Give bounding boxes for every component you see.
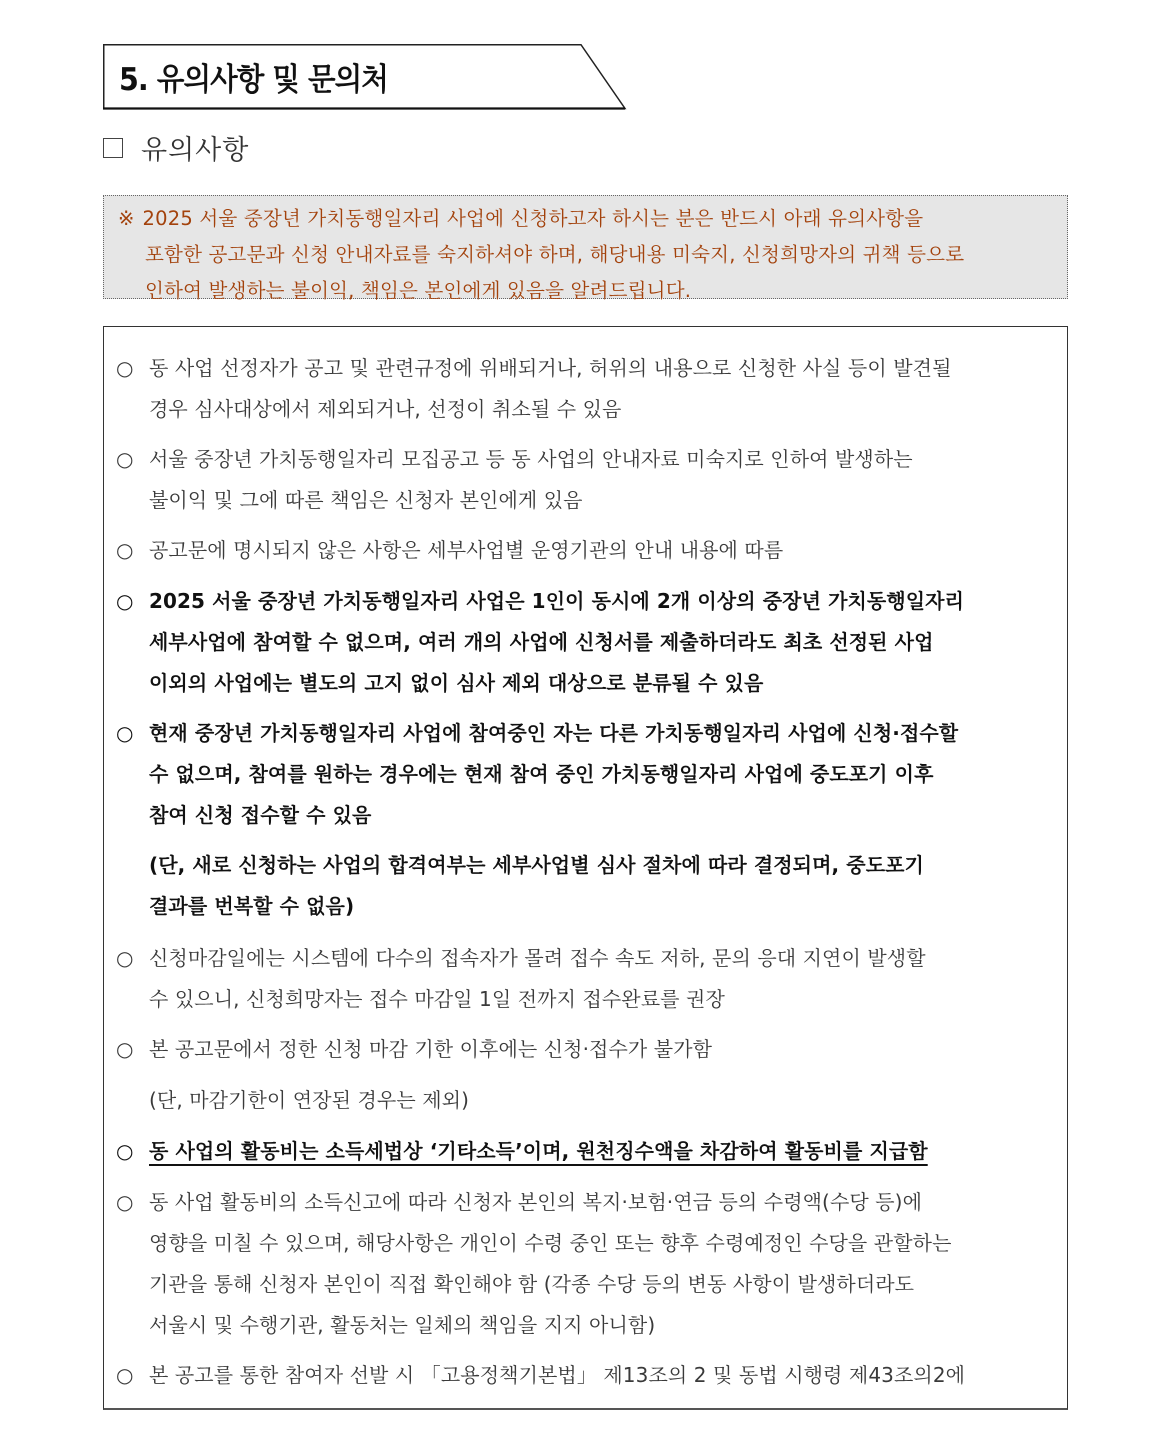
checkbox-square-icon [103,138,123,158]
notice-line [118,201,1055,237]
list-item [116,1355,1061,1396]
circle-bullet-icon: ○ [116,1139,134,1163]
item-text: 공고문에 명시되지 않은 사항은 세부사업별 운영기관의 안내 내용에 따름 [149,538,784,562]
notice-line: 인하여 발생하는 불이익, 책임은 본인에게 있음을 알려드립니다. [145,279,692,302]
item-text: 이외의 사업에는 별도의 고지 없이 심사 제외 대상으로 분류될 수 있음 [149,671,764,695]
circle-bullet-icon: ○ [116,1363,134,1387]
subsection-heading [103,128,249,167]
list-item [116,581,1061,704]
item-note: (단, 새로 신청하는 사업의 합격여부는 세부사업별 심사 절차에 따라 결정되며, 중도포기 [149,853,924,877]
reference-mark-icon: ※ [118,207,135,230]
list-item [116,530,1061,571]
circle-bullet-icon: ○ [116,447,134,471]
circle-bullet-icon: ○ [116,721,134,745]
item-text: 경우 심사대상에서 제외되거나, 선정이 취소될 수 있음 [149,397,622,421]
circle-bullet-icon: ○ [116,1190,134,1214]
item-text: 본 공고를 통한 참여자 선발 시 「고용정책기본법」 제13조의 2 및 동법 시행령 제43조의2에 [149,1363,966,1387]
list-item [116,1131,1061,1172]
item-text: 수 있으니, 신청희망자는 접수 마감일 1일 전까지 접수완료를 권장 [149,987,725,1011]
item-text: 신청마감일에는 시스템에 다수의 접속자가 몰려 접수 속도 저하, 문의 응대 지연이 발생할 [149,946,926,970]
circle-bullet-icon: ○ [116,589,134,613]
list-item [116,1029,1061,1121]
item-text: 영향을 미칠 수 있으며, 해당사항은 개인이 수령 중인 또는 향후 수령예정인 수당을 관할하는 [149,1231,952,1255]
list-item [116,938,1061,1020]
circle-bullet-icon: ○ [116,356,134,380]
item-text: 서울시 및 수행기관, 활동처는 일체의 책임을 지지 아니함) [149,1313,656,1337]
item-text: 수 없으며, 참여를 원하는 경우에는 현재 참여 중인 가치동행일자리 사업에 중도포기 이후 [149,762,934,786]
list-item [116,713,1061,927]
subsection-title: 유의사항 [141,135,250,166]
precautions-list [103,326,1068,1410]
item-text: 서울 중장년 가치동행일자리 모집공고 등 동 사업의 안내자료 미숙지로 인하여 발생하는 [149,447,913,471]
item-text-underlined: 동 사업의 활동비는 소득세법상 ‘기타소득’이며, 원천징수액을 차감하여 활동비를 지급함 [149,1139,928,1163]
list-item [116,348,1061,430]
item-note: 결과를 번복할 수 없음) [149,894,355,918]
item-text: 기관을 통해 신청자 본인이 직접 확인해야 함 (각종 수당 등의 변동 사항이 발생하더라도 [149,1272,915,1296]
circle-bullet-icon: ○ [116,1037,134,1061]
item-text: 동 사업 활동비의 소득신고에 따라 신청자 본인의 복지·보험·연금 등의 수령액(수당 등)에 [149,1190,922,1214]
item-text: 불이익 및 그에 따른 책임은 신청자 본인에게 있음 [149,488,583,512]
item-note: (단, 마감기한이 연장된 경우는 제외) [149,1088,469,1112]
item-text: 세부사업에 참여할 수 없으며, 여러 개의 사업에 신청서를 제출하더라도 최초 선정된 사업 [149,630,934,654]
item-text: 참여 신청 접수할 수 있음 [149,803,372,827]
circle-bullet-icon: ○ [116,538,134,562]
item-text: 동 사업 선정자가 공고 및 관련규정에 위배되거나, 허위의 내용으로 신청한 사실 등이 발견될 [149,356,952,380]
list-item [116,439,1061,521]
list-item [116,1182,1061,1346]
circle-bullet-icon: ○ [116,946,134,970]
notice-box [103,195,1068,302]
item-text: 2025 서울 중장년 가치동행일자리 사업은 1인이 동시에 2개 이상의 중장년 가치동행일자리 [149,589,965,613]
notice-line: 포함한 공고문과 신청 안내자료를 숙지하셔야 하며, 해당내용 미숙지, 신청희망자의 귀책 등으로 [145,243,965,266]
item-text: 현재 중장년 가치동행일자리 사업에 참여중인 자는 다른 가치동행일자리 사업에 신청·접수할 [149,721,959,745]
page-title: 5. 유의사항 및 문의처 [119,62,388,98]
item-text: 본 공고문에서 정한 신청 마감 기한 이후에는 신청·접수가 불가함 [149,1037,713,1061]
section-heading [103,44,627,110]
notice-text: 2025 서울 중장년 가치동행일자리 사업에 신청하고자 하시는 분은 반드시 아래 유의사항을 [142,207,924,230]
